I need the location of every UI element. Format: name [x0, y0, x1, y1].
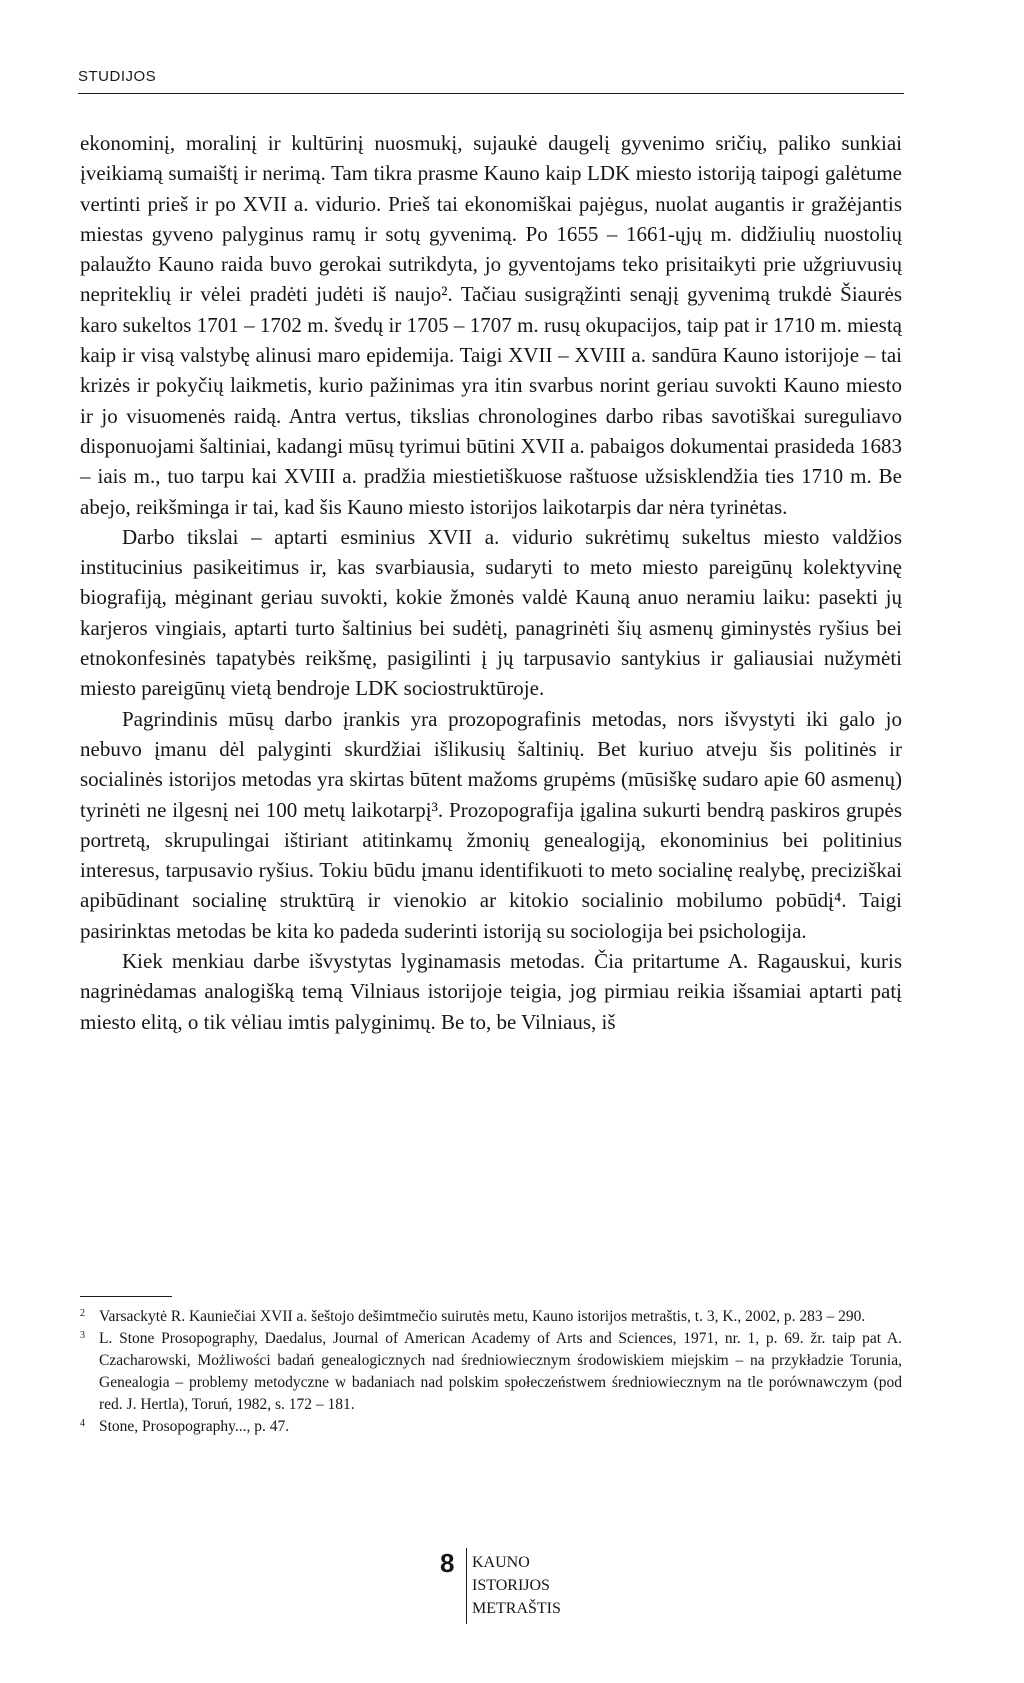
footer-divider [466, 1548, 467, 1624]
page-number: 8 [440, 1548, 455, 1578]
paragraph: Kiek menkiau darbe išvystytas lyginamasis metodas. Čia pritartume A. Ragauskui, kuris nagrinėdamas analogišką temą Vilniaus istorijoje teigia, jog pirmiau reikia išsamiai aptarti patį miesto elitą, o tik vėliau imtis palyginimų. Be to, be Vilniaus, iš [80, 949, 902, 1034]
journal-name-line: ISTORIJOS [472, 1577, 550, 1594]
body-text [80, 128, 902, 1037]
paragraph: Darbo tikslai – aptarti esminius XVII a. vidurio sukrėtimų sukeltus miesto valdžios institucinius pasikeitimus ir, kas svarbiausia, sudaryti to meto miesto pareigūnų kolektyvinę biografiją, mėginant geriau suvokti, kokie žmonės valdė Kauną anuo neramiu laiku: pasekti jų karjeros vingiais, aptarti turto šaltinius bei sudėtį, panagrinėti šių asmenų giminystės ryšius bei etnokonfesinės tapatybės reikšmę, pasigilinti į jų tarpusavio santykius ir galiausiai nužymėti miesto pareigūnų vietą bendroje LDK sociostruktūroje. [80, 524, 902, 701]
footnote-number: 2 [80, 1308, 85, 1319]
footnote-text: Stone, Prosopography..., p. 47. [99, 1418, 290, 1435]
footnote-rule [80, 1296, 172, 1297]
footnote-text: L. Stone Prosopography, Daedalus, Journal of American Academy of Arts and Sciences, 1971, nr. 1, p. 69. žr. taip pat A. Czacharowski, Możliwości badań genealogicznych nad średniowiecznym środowiskiem miejskim – na przykładzie Torunia, Genealogia – problemy metodyczne w badaniach nad polskim społeczeństwem średniowiecznym na tle porównawczym (pod red. J. Hertla), Toruń, 1982, s. 172 – 181. [99, 1330, 902, 1413]
paragraph: Pagrindinis mūsų darbo įrankis yra prozopografinis metodas, nors išvystyti iki galo jo nebuvo įmanu dėl palyginti skurdžiai išlikusių šaltinių. Bet kuriuo atveju šis politinės ir socialinės istorijos metodas yra skirtas būtent mažoms grupėms (mūsiškę sudaro apie 60 asmenų) tyrinėti ne ilgesnį nei 100 metų laikotarpį³. Prozopografija įgalina sukurti bendrą paskiros grupės portretą, skrupulingai ištiriant atitinkamų žmonių genealogiją, ekonominius bei politinius interesus, tarpusavio ryšius. Tokiu būdu įmanu identifikuoti to meto socialinę realybę, preciziškai apibūdinant socialinę struktūrą ir vienokio ar kitokio socialinio mobilumo pobūdį⁴. Taigi pasirinktas metodas be kita ko padeda suderinti istoriją su sociologija bei psichologija. [80, 706, 902, 943]
running-head-section-label: STUDIJOS [78, 68, 157, 85]
footnote-number: 4 [80, 1418, 85, 1429]
journal-name-line: KAUNO [472, 1554, 530, 1571]
journal-name-line: METRAŠTIS [472, 1600, 561, 1617]
footnote [80, 1328, 902, 1416]
footnotes [80, 1306, 902, 1438]
header-rule [78, 93, 904, 94]
journal-name [472, 1551, 561, 1620]
footnote [80, 1416, 902, 1438]
footnote [80, 1306, 902, 1328]
footnote-number: 3 [80, 1330, 85, 1341]
footnote-text: Varsackytė R. Kauniečiai XVII a. šeštojo dešimtmečio suirutės metu, Kauno istorijos metraštis, t. 3, K., 2002, p. 283 – 290. [99, 1308, 866, 1325]
paragraph: ekonominį, moralinį ir kultūrinį nuosmukį, sujaukė daugelį gyvenimo sričių, paliko sunkiai įveikiamą sumaištį ir nerimą. Tam tikra prasme Kauno kaip LDK miesto istoriją taipogi galėtume vertinti prieš ir po XVII a. vidurio. Prieš tai ekonomiškai pajėgus, nuolat augantis ir gražėjantis miestas gyveno palyginus ramų ir sotų gyvenimą. Po 1655 – 1661-ųjų m. didžiulių nuostolių palaužto Kauno raida buvo gerokai sutrikdyta, jo gyventojams teko prisitaikyti prie užgriuvusių nepriteklių ir vėlei pradėti judėti iš naujo². Tačiau susigrąžinti senąjį gyvenimą trukdė Šiaurės karo sukeltos 1701 – 1702 m. švedų ir 1705 – 1707 m. rusų okupacijos, taip pat ir 1710 m. miestą kaip ir visą valstybę alinusi maro epidemija. Taigi XVII – XVIII a. sandūra Kauno istorijoje – tai krizės ir pokyčių laikmetis, kurio pažinimas yra itin svarbus norint geriau suvokti Kauno miesto ir jo visuomenės raidą. Antra vertus, tikslias chronologines darbo ribas savotiškai sureguliavo disponuojami šaltiniai, kadangi mūsų tyrimui būtini XVII a. pabaigos dokumentai prasideda 1683 – iais m., tuo tarpu kai XVIII a. pradžia miestietiškuose raštuose užsisklendžia ties 1710 m. Be abejo, reikšminga ir tai, kad šis Kauno miesto istorijos laikotarpis dar nėra tyrinėtas. [80, 131, 902, 519]
